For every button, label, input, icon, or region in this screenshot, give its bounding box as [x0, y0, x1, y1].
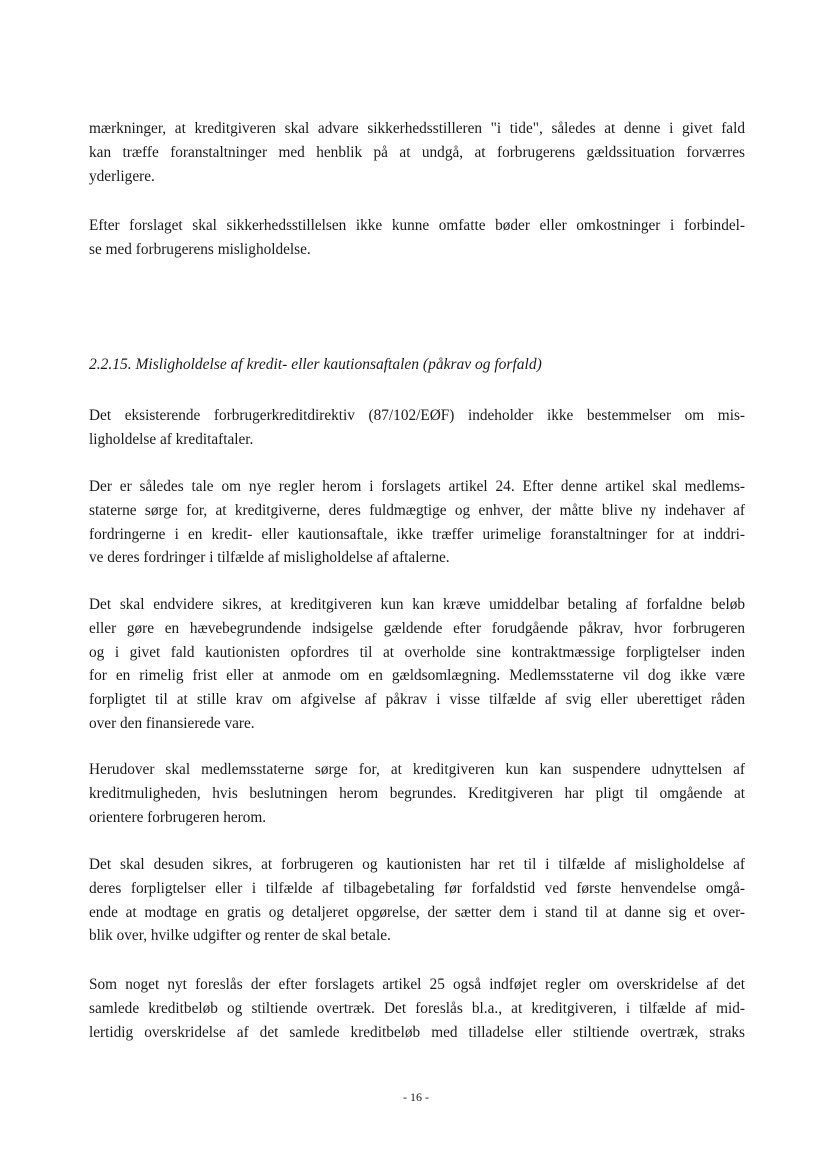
text-line: kan træffe foranstaltninger med henblik på at undgå, at forbrugerens gældssituation forværres [89, 143, 745, 161]
text-line: Det eksisterende forbrugerkreditdirektiv (87/102/EØF) indeholder ikke bestemmelser om mis- [89, 407, 745, 424]
text-line: deres forpligtelser eller i tilfælde af tilbagebetaling før forfaldstid ved første henvendelse omgå- [89, 879, 745, 897]
text-line: blik over, hvilke udgifter og renter de skal betale. [89, 927, 391, 945]
paragraph-5 [89, 593, 745, 736]
text-line: orientere forbrugeren herom. [89, 808, 267, 826]
text-line: staterne sørge for, at kreditgiverne, deres fuldmægtige og enhver, der måtte blive ny indehaver af [89, 501, 745, 519]
text-line: lertidig overskridelse af det samlede kreditbeløb med tilladelse eller stiltiende overtræk, straks [89, 1023, 745, 1041]
paragraph-3 [89, 404, 745, 452]
page-number: - 16 - [403, 1090, 429, 1104]
paragraph-8 [89, 973, 745, 1044]
text-line: Som noget nyt foreslås der efter forslagets artikel 25 også indføjet regler om overskridelse af det [89, 976, 745, 993]
text-line: for en rimelig frist eller at anmode om en gældsomlægning. Medlemsstaterne vil dog ikke være [89, 667, 745, 685]
text-line: over den finansierede vare. [89, 714, 255, 732]
paragraph-6 [89, 758, 745, 829]
text-line: ligholdelse af kreditaftaler. [89, 430, 254, 448]
text-line: se med forbrugerens misligholdelse. [89, 240, 311, 258]
text-line: og i givet fald kautionisten opfordres til at overholde sine kontraktmæssige forpligtelser inden [89, 643, 745, 661]
paragraph-2 [89, 214, 745, 262]
paragraph-7 [89, 853, 745, 948]
text-line: Efter forslaget skal sikkerhedsstillelsen ikke kunne omfatte bøder eller omkostninger i forbindel- [89, 217, 745, 234]
paragraph-1 [89, 117, 745, 188]
text-line: Herudover skal medlemsstaterne sørge for, at kreditgiveren kun kan suspendere udnyttelsen af [89, 761, 745, 778]
text-line: fordringerne i en kredit- eller kautionsaftale, ikke træffer urimelige foranstaltninger for at inddri- [89, 525, 745, 543]
text-line: ende at modtage en gratis og detaljeret opgørelse, der sætter dem i stand til at danne sig et over- [89, 903, 745, 921]
paragraph-4 [89, 475, 745, 570]
text-line: forpligtet til at stille krav om afgivelse af påkrav i visse tilfælde af svig eller uberettiget råden [89, 691, 745, 709]
text-line: Det skal desuden sikres, at forbrugeren og kautionisten har ret til i tilfælde af misligholdelse af [89, 856, 745, 873]
text-line: ve deres fordringer i tilfælde af misligholdelse af aftalerne. [89, 549, 450, 567]
section-heading: 2.2.15. Misligholdelse af kredit- eller kautionsaftalen (påkrav og forfald) [89, 356, 542, 373]
text-line: eller gøre en hævebegrundende indsigelse gældende efter forudgående påkrav, hvor forbrugeren [89, 619, 745, 637]
text-line: yderligere. [89, 167, 155, 185]
text-line: Det skal endvidere sikres, at kreditgiveren kun kan kræve umiddelbar betaling af forfaldne beløb [89, 596, 745, 613]
text-line: Der er således tale om nye regler herom i forslagets artikel 24. Efter denne artikel skal medlems- [89, 478, 745, 495]
text-line: mærkninger, at kreditgiveren skal advare sikkerhedsstilleren "i tide", således at denne i givet fald [89, 120, 745, 137]
text-line: kreditmuligheden, hvis beslutningen herom begrundes. Kreditgiveren har pligt til omgående at [89, 784, 745, 802]
text-line: samlede kreditbeløb og stiltiende overtræk. Det foreslås bl.a., at kreditgiveren, i tilfælde af mid- [89, 999, 745, 1017]
